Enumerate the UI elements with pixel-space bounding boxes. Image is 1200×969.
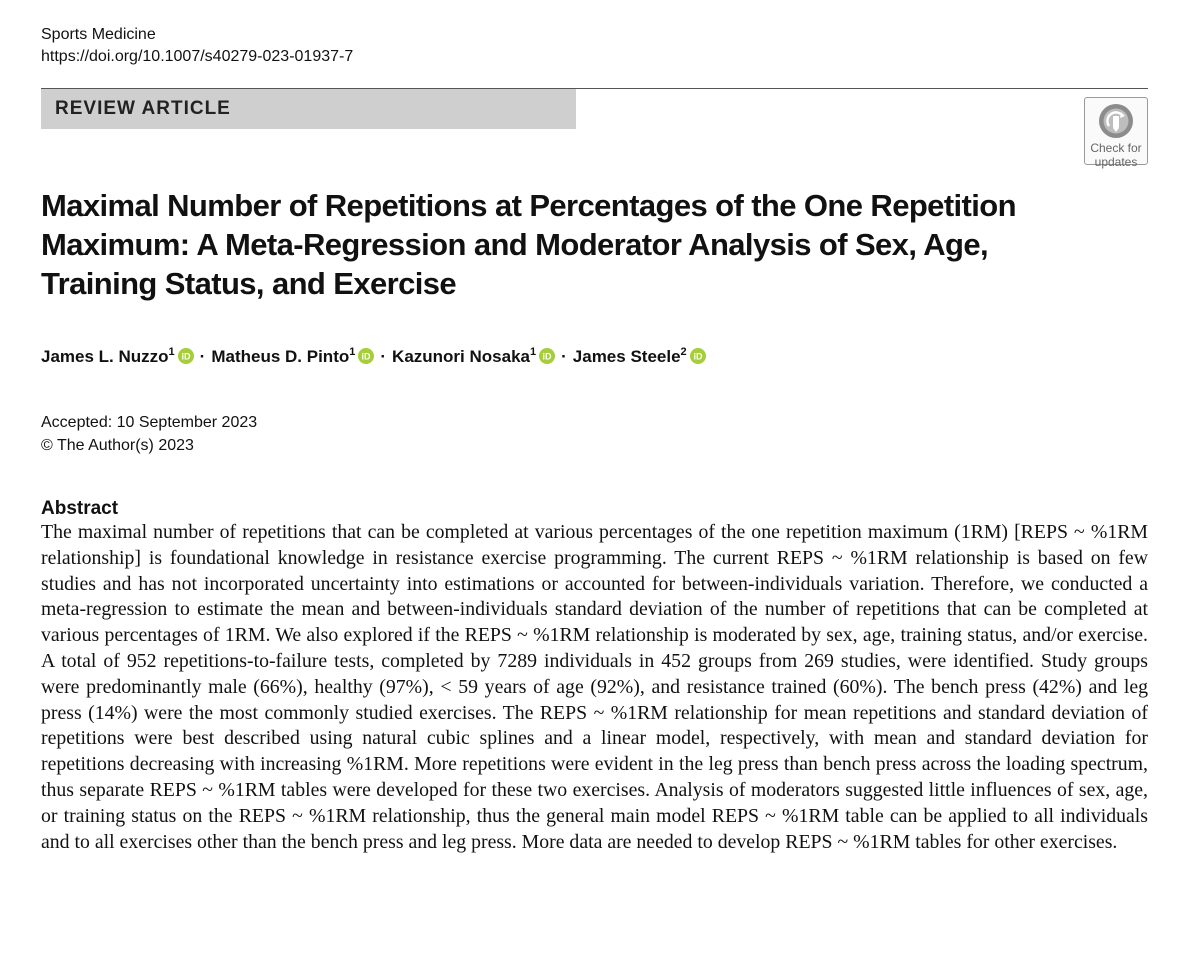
svg-text:iD: iD <box>361 351 371 362</box>
orcid-icon[interactable] <box>690 346 706 372</box>
check-for-updates-line2: updates <box>1094 155 1138 169</box>
orcid-icon[interactable] <box>358 346 374 372</box>
svg-text:iD: iD <box>542 351 552 362</box>
abstract-text: The maximal number of repetitions that can be completed at various percentages of the one repetition maximum (1RM) [REPS ~ %1RM relationship] is foundational knowledge in resistance exercise programming. The current REPS ~ %1RM relationship is based on few studies and has not incorporated uncertainty into estimations or accounted for between-individuals variation. Therefore, we conducted a meta-regression to estimate the mean and between-individuals standard deviation of the number of repetitions that can be completed at various percentages of 1RM. We also explored if the REPS ~ %1RM relationship is moderated by sex, age, training status, and/or exercise. A total of 952 repetitions-to-failure tests, completed by 7289 individuals in 452 groups from 269 studies, were identified. Study groups were predominantly male (66%), healthy (97%), < 59 years of age (92%), and resistance trained (60%). The bench press (42%) and leg press (14%) were the most commonly studied exercises. The REPS ~ %1RM relationship for mean repetitions and standard deviation of repetitions were best described using natural cubic splines and a linear model, respectively, with mean and standard deviation for repetitions decreasing with increasing %1RM. More repetitions were evident in the leg press than bench press across the loading spectrum, thus separate REPS ~ %1RM tables were developed for these two exercises. Analysis of moderators suggested little influences of sex, age, or training status on the REPS ~ %1RM relationship, thus the general main model REPS ~ %1RM table can be applied to all individuals and to all exercises other than the bench press and leg press. More data are needed to develop REPS ~ %1RM tables for other exercises. <box>41 521 1148 853</box>
journal-header <box>41 24 353 68</box>
author-name: James Steele <box>572 347 681 366</box>
article-type-banner: REVIEW ARTICLE <box>41 89 576 129</box>
check-for-updates-icon <box>1085 102 1147 140</box>
author-separator: · <box>561 347 567 366</box>
journal-name: Sports Medicine <box>41 26 156 43</box>
svg-text:iD: iD <box>181 351 191 362</box>
abstract-heading: Abstract <box>41 498 119 519</box>
author-affiliation: 1 <box>529 346 537 358</box>
author-affiliation: 1 <box>168 346 175 358</box>
author-list <box>41 344 706 372</box>
publication-dates <box>41 411 257 457</box>
accepted-date: Accepted: 10 September 2023 <box>41 414 258 431</box>
copyright-notice: © The Author(s) 2023 <box>41 437 194 454</box>
svg-text:iD: iD <box>693 351 703 362</box>
article-title: Maximal Number of Repetitions at Percentages of the One Repetition Maximum: A Meta-Regression and Moderator Analysis of Sex, Age, Training Status, and Exercise <box>41 188 1016 301</box>
check-for-updates-button[interactable] <box>1084 97 1148 169</box>
author-separator: · <box>380 347 387 366</box>
author-name: Kazunori Nosaka <box>392 347 530 366</box>
author-name: James L. Nuzzo <box>41 347 169 366</box>
author-item[interactable] <box>211 347 355 366</box>
author-affiliation: 2 <box>680 346 687 358</box>
author-affiliation: 1 <box>349 346 356 358</box>
orcid-icon[interactable] <box>178 346 194 372</box>
author-separator: · <box>199 347 206 366</box>
check-for-updates-line1: Check for <box>1090 141 1142 155</box>
orcid-icon[interactable] <box>539 346 555 372</box>
author-name: Matheus D. Pinto <box>211 347 350 366</box>
doi-link[interactable]: https://doi.org/10.1007/s40279-023-01937-7 <box>41 48 354 65</box>
author-item[interactable] <box>392 347 536 366</box>
author-item[interactable] <box>41 347 175 366</box>
author-item[interactable] <box>573 347 687 366</box>
